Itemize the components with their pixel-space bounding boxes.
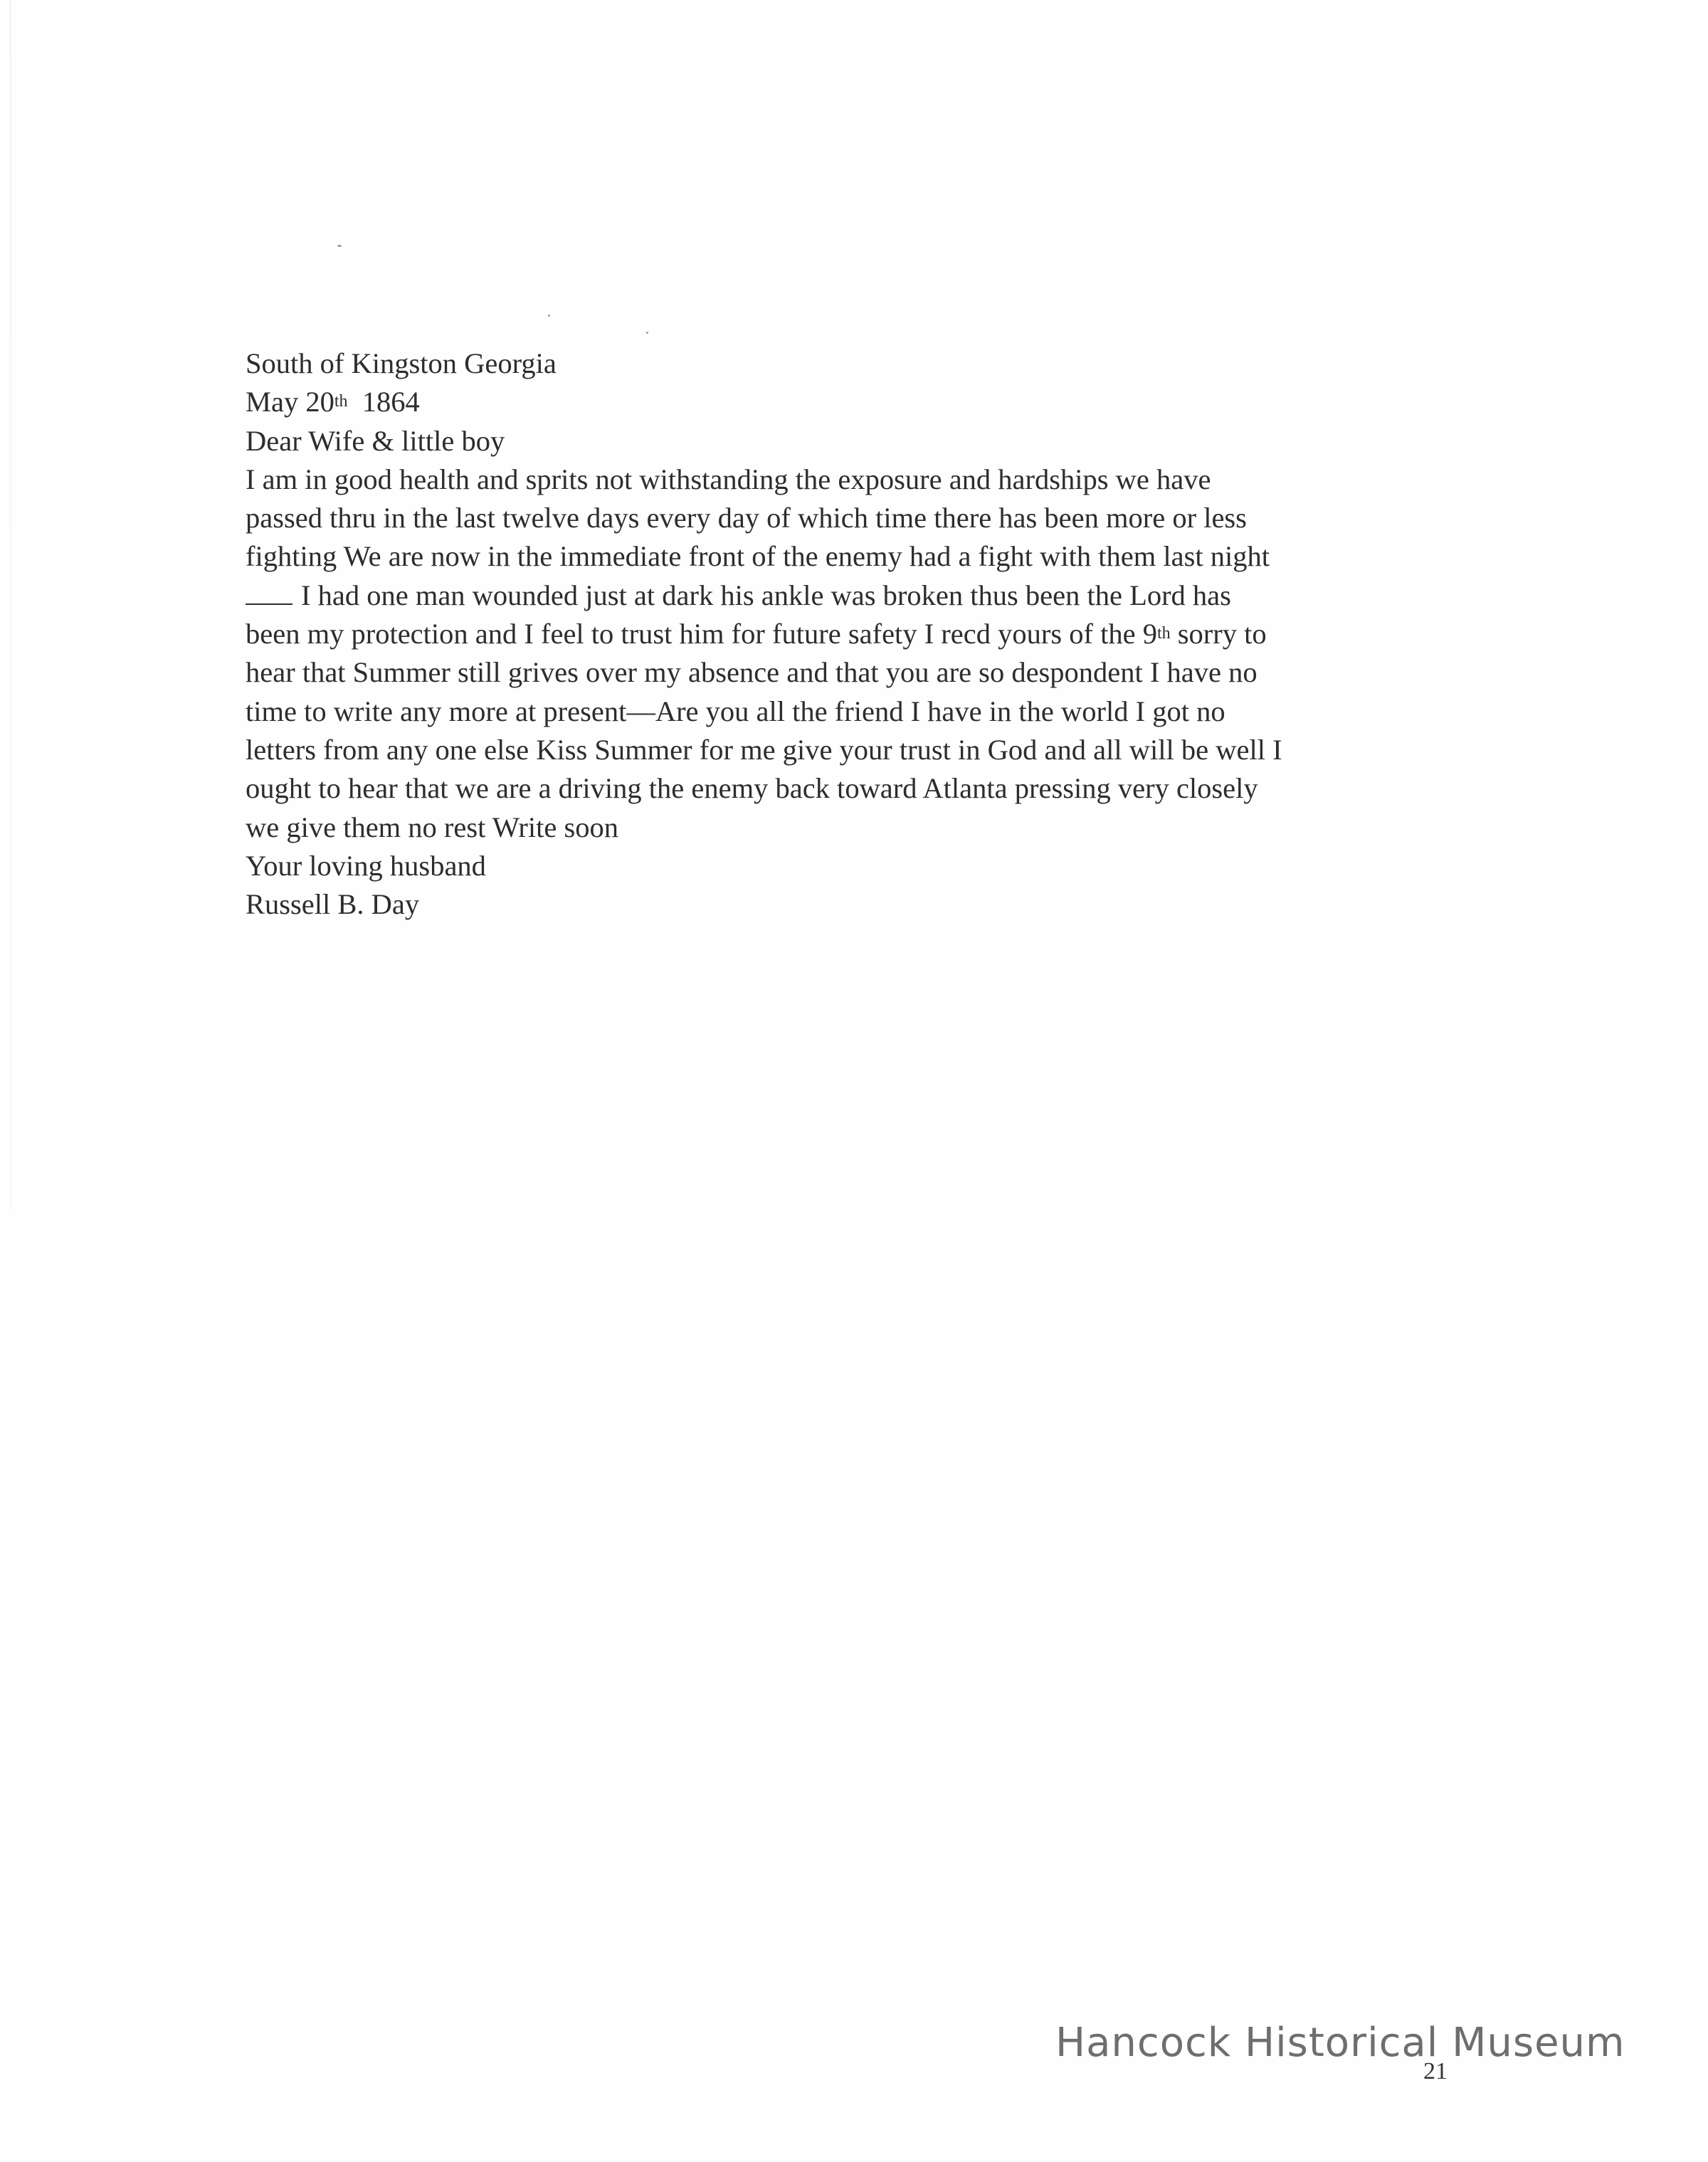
scan-edge-shadow xyxy=(10,0,11,1210)
letter-body-line xyxy=(246,576,1470,615)
letter-body-line: ought to hear that we are a driving the enemy back toward Atlanta pressing very closely xyxy=(246,772,1258,805)
scan-speck xyxy=(337,245,342,247)
letter-transcription xyxy=(246,344,1470,924)
letter-body-line: I am in good health and sprits not withstanding the exposure and hardships we have xyxy=(246,463,1211,495)
page-number: 21 xyxy=(1423,2058,1448,2084)
letter-body-line: letters from any one else Kiss Summer for me give your trust in God and all will be well I xyxy=(246,733,1282,766)
letter-date xyxy=(246,383,1470,421)
scan-speck xyxy=(548,315,550,317)
museum-watermark: Hancock Historical Museum xyxy=(1055,2020,1625,2066)
letter-body-line: we give them no rest Write soon xyxy=(246,811,619,843)
letter-body-line xyxy=(246,615,1470,653)
letter-closing: Your loving husband xyxy=(246,849,486,882)
letter-body-text: I had one man wounded just at dark his ankle was broken thus been the Lord has xyxy=(301,579,1231,611)
date-suffix: th xyxy=(334,392,348,411)
scan-speck xyxy=(646,332,648,334)
letter-body-line: hear that Summer still grives over my absence and that you are so despondent I have no xyxy=(246,656,1258,689)
date-year: 1864 xyxy=(362,386,420,418)
letter-body-text: been my protection and I feel to trust him for future safety I recd yours of the 9 xyxy=(246,618,1157,650)
blank-underline xyxy=(246,603,292,605)
letter-salutation: Dear Wife & little boy xyxy=(246,424,505,457)
letter-body-text: sorry to xyxy=(1177,618,1267,650)
letter-place: South of Kingston Georgia xyxy=(246,347,557,379)
letter-signature: Russell B. Day xyxy=(246,888,420,921)
letter-body-line: passed thru in the last twelve days every day of which time there has been more or less xyxy=(246,502,1247,534)
ordinal-suffix: th xyxy=(1156,623,1171,643)
letter-body-line: fighting We are now in the immediate front of the enemy had a fight with them last night xyxy=(246,540,1270,573)
date-month-day: May 20 xyxy=(246,386,334,418)
letter-body-line: time to write any more at present—Are you all the friend I have in the world I got no xyxy=(246,695,1225,727)
